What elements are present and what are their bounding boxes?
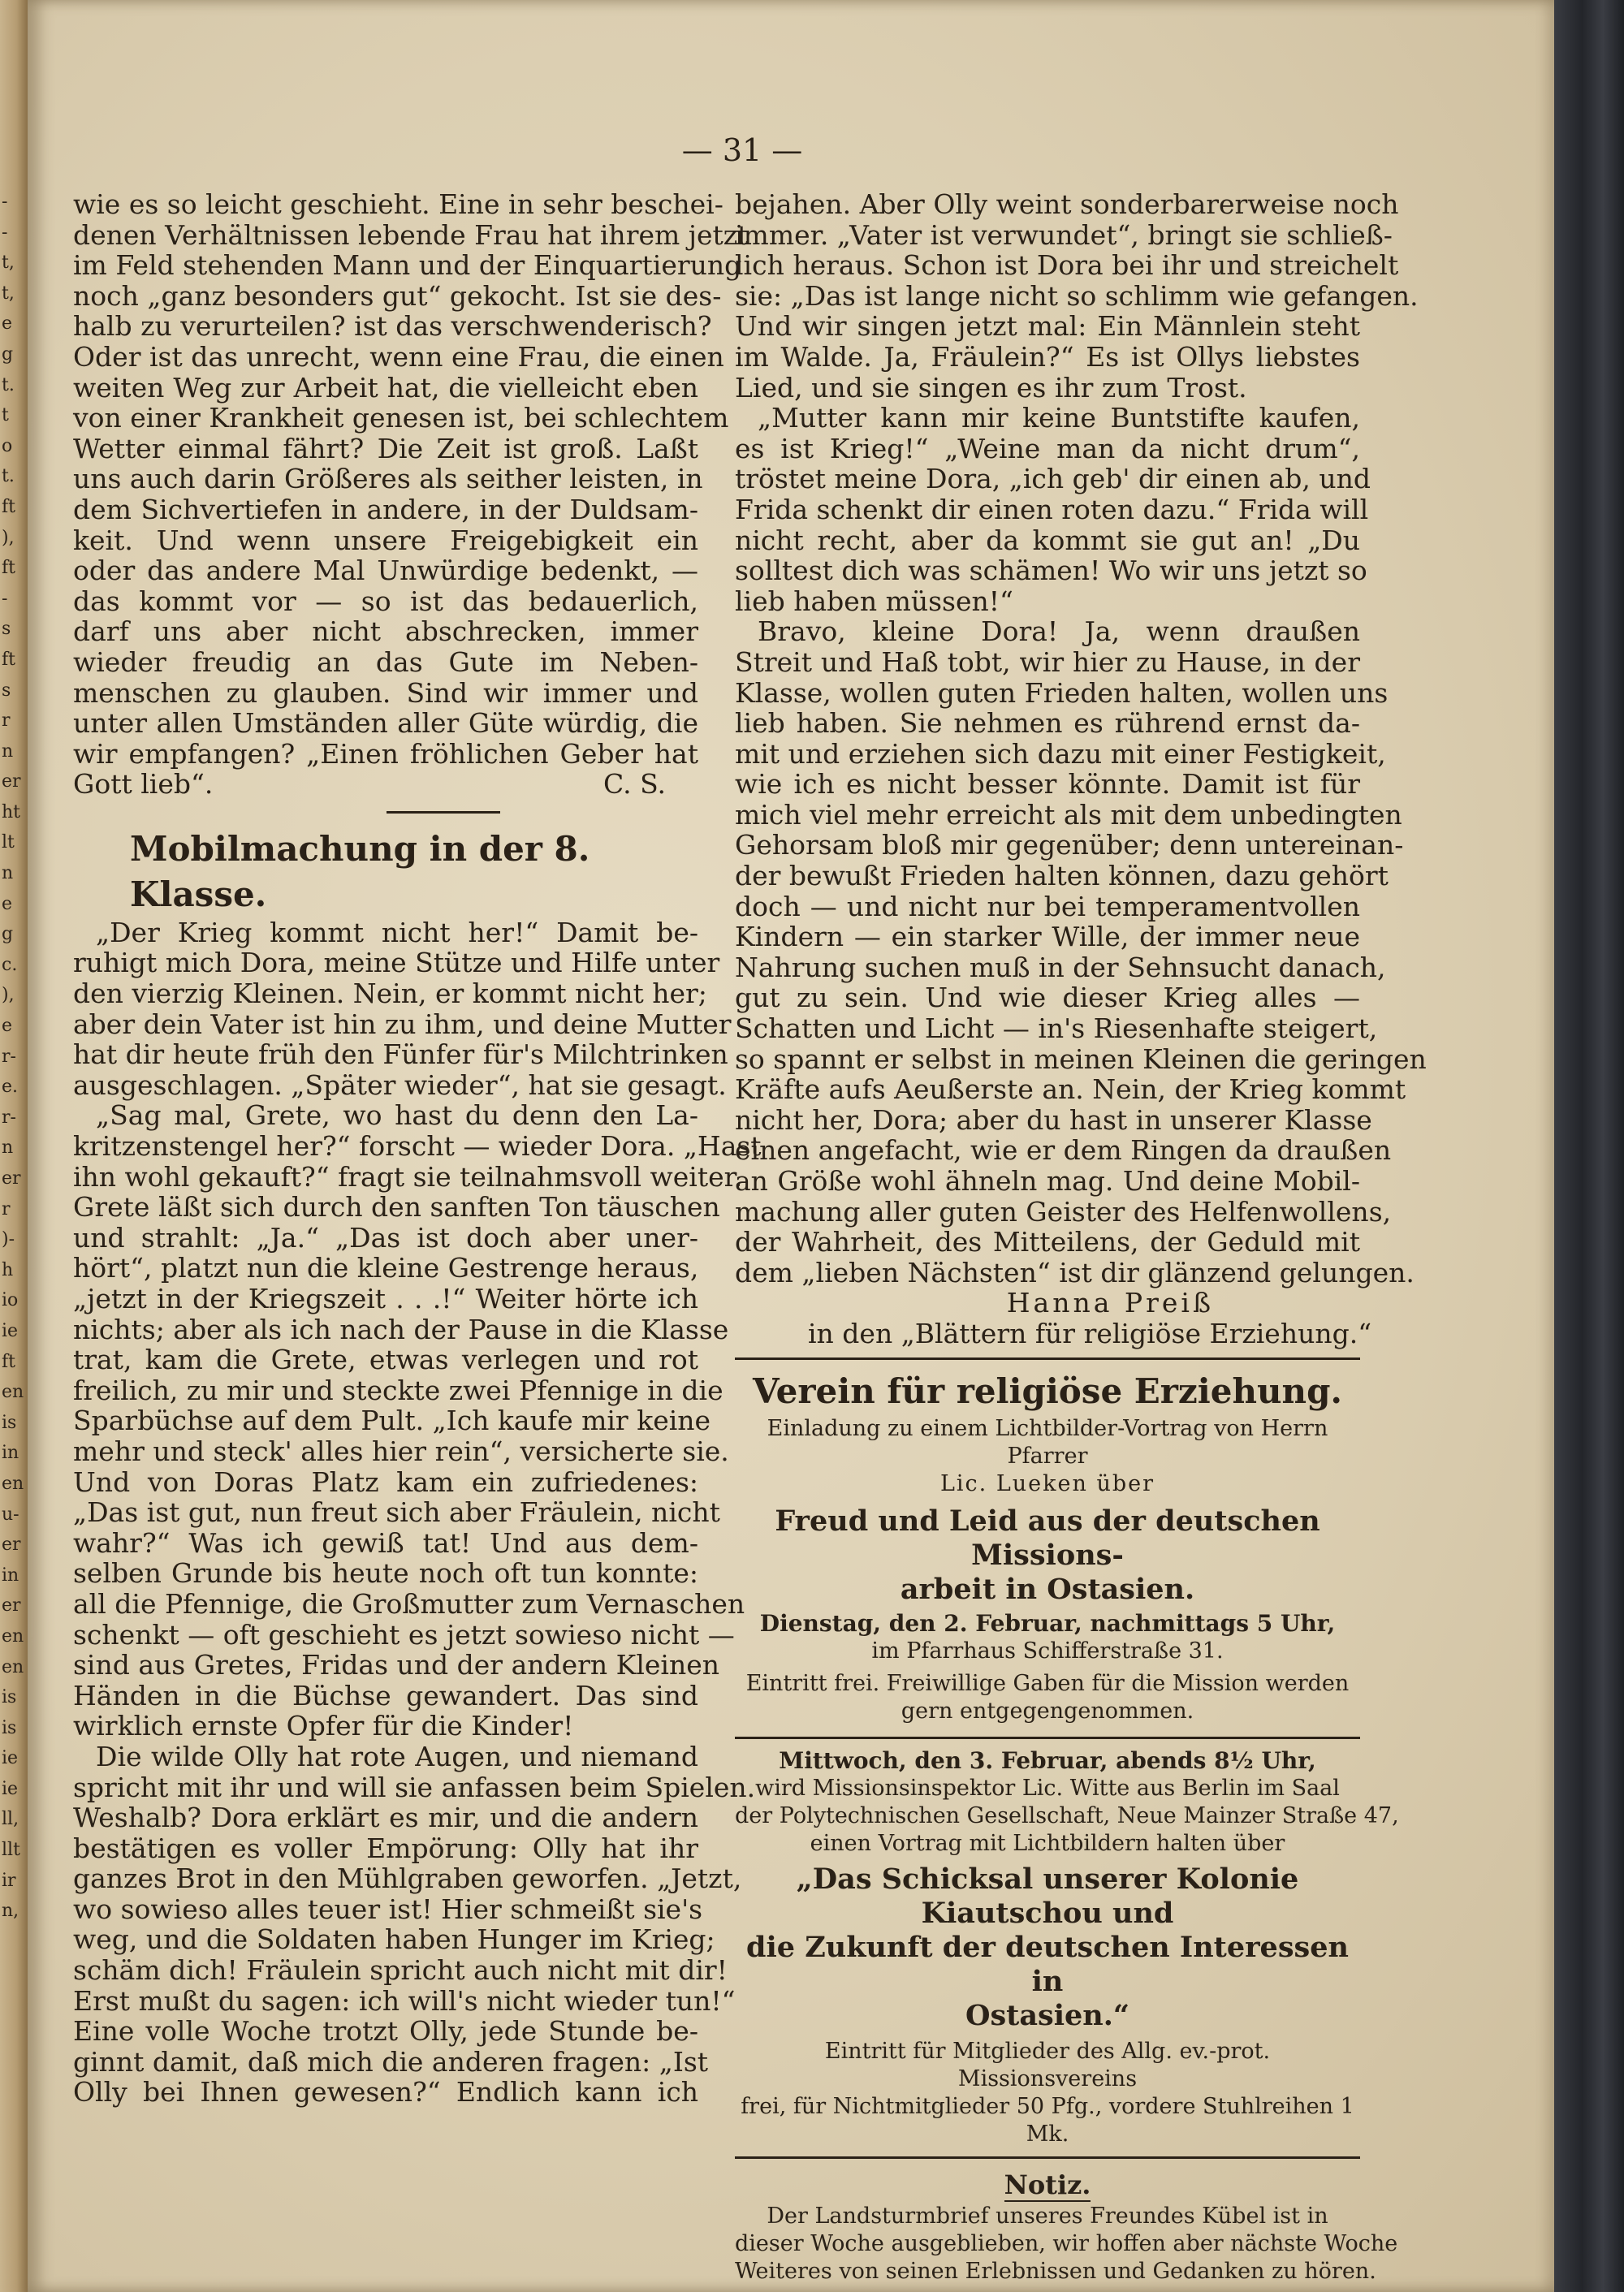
- book-spine: [1554, 0, 1624, 2292]
- margin-fragment: er: [2, 1168, 21, 1189]
- text-line: sind aus Gretes, Fridas und der andern Kleinen: [73, 1649, 719, 1681]
- margin-fragment: c.: [2, 954, 18, 975]
- event2-entry-line-2: frei, für Nichtmitglieder 50 Pfg., vordere Stuhlreihen 1 Mk.: [741, 2093, 1354, 2147]
- article2-title: Mobilmachung in der 8. Klasse.: [130, 828, 590, 914]
- text-line: lieb haben müssen!“: [735, 585, 1013, 617]
- margin-fragment: n: [2, 740, 14, 762]
- text-line: Streit und Haß tobt, wir hier zu Hause, in der: [735, 645, 1360, 678]
- text-line: an Größe wohl ähneln mag. Und deine Mobil-: [735, 1165, 1360, 1197]
- margin-fragment: ie: [2, 1320, 19, 1341]
- margin-fragment: o: [2, 435, 13, 456]
- text-line: Kräfte aufs Aeußerste an. Nein, der Krieg kommt: [735, 1073, 1406, 1106]
- text-line: Und von Doras Platz kam ein zufriedenes:: [73, 1465, 698, 1498]
- article1-last-line: Gott lieb“.: [73, 768, 214, 801]
- margin-fragment: er: [2, 1534, 21, 1556]
- event-rule: [735, 1737, 1360, 1739]
- event2-body: [735, 1775, 1399, 1858]
- text-line: im Feld stehenden Mann und der Einquartierung: [73, 249, 742, 282]
- text-line: nicht recht, aber da kommt sie gut an! „Du: [735, 524, 1360, 556]
- text-line: menschen zu glauben. Sind wir immer und: [73, 676, 698, 709]
- text-line: Klasse, wollen guten Frieden halten, wollen uns: [735, 676, 1389, 709]
- notiz-line: Der Landsturmbrief unseres Freundes Kübel ist in: [767, 2203, 1328, 2229]
- event1-title-line-1: Freud und Leid aus der deutschen Missions-: [775, 1504, 1320, 1572]
- text-line: lich heraus. Schon ist Dora bei ihr und streichelt: [735, 249, 1399, 282]
- article1-signature: C. S.: [603, 768, 666, 801]
- margin-fragment: io: [2, 1290, 19, 1311]
- notice-invite-line-2: Lic. Lueken über: [939, 1470, 1155, 1496]
- text-line: Lied, und sie singen es ihr zum Trost.: [735, 371, 1247, 404]
- event2-title-line-1: „Das Schicksal unserer Kolonie Kiautschou und: [796, 1862, 1299, 1930]
- margin-fragment: n: [2, 1137, 14, 1159]
- text-line: schäm dich! Fräulein spricht auch nicht mit dir!: [73, 1954, 728, 1987]
- text-line: noch „ganz besonders gut“ gekocht. Ist sie des-: [73, 279, 722, 312]
- text-line: Kindern — ein starker Wille, der immer neue: [735, 921, 1360, 953]
- text-line: unter allen Umständen aller Güte würdig, die: [73, 707, 698, 740]
- text-line: dem „lieben Nächsten“ ist dir glänzend gelungen.: [735, 1256, 1415, 1288]
- notice-title: Verein für religiöse Erziehung.: [752, 1370, 1343, 1411]
- text-line: das kommt vor — so ist das bedauerlich,: [73, 585, 698, 617]
- margin-fragment: t: [2, 405, 9, 426]
- margin-fragment: ir: [2, 1870, 16, 1891]
- margin-fragment: -: [2, 588, 8, 609]
- margin-fragment: en: [2, 1625, 24, 1647]
- text-line: „Der Krieg kommt nicht her!“ Damit be-: [96, 916, 698, 948]
- margin-fragment: s: [2, 680, 11, 701]
- text-line: weg, und die Soldaten haben Hunger im Krieg;: [73, 1923, 715, 1956]
- text-line: „jetzt in der Kriegszeit . . .!“ Weiter hörte ich: [73, 1283, 698, 1314]
- margin-fragment: e.: [2, 1077, 19, 1098]
- text-line: nichts; aber als ich nach der Pause in die Klasse: [73, 1313, 729, 1345]
- text-line: schenkt — oft geschieht es jetzt sowieso nicht —: [73, 1618, 735, 1651]
- text-line: trat, kam die Grete, etwas verlegen und rot: [73, 1344, 698, 1376]
- margin-fragment: lt: [2, 832, 15, 853]
- text-line: freilich, zu mir und steckte zwei Pfennige in die: [73, 1374, 723, 1406]
- section-rule: [735, 1358, 1360, 1360]
- event2-entry-line-1: Eintritt für Mitglieder des Allg. ev.-prot. Missionsvereins: [824, 2038, 1271, 2091]
- margin-fragment: en: [2, 1382, 24, 1403]
- article2-source: in den „Blättern für religiöse Erziehung.“: [808, 1317, 1372, 1349]
- margin-fragment: ft: [2, 496, 15, 517]
- text-line: ausgeschlagen. „Später wieder“, hat sie gesagt.: [73, 1068, 727, 1101]
- event2-date: Mittwoch, den 3. Februar, abends 8½ Uhr,: [779, 1746, 1316, 1774]
- text-line: Bravo, kleine Dora! Ja, wenn draußen: [758, 615, 1360, 648]
- margin-fragment: ft: [2, 558, 15, 579]
- notiz-line: dieser Woche ausgeblieben, wir hoffen aber nächste Woche: [735, 2230, 1398, 2256]
- notiz-line: Weiteres von seinen Erlebnissen und Gedanken zu hören.: [735, 2258, 1376, 2284]
- text-line: all die Pfennige, die Großmutter zum Vernaschen: [73, 1587, 745, 1620]
- margin-fragment: e: [2, 1016, 13, 1037]
- text-line: wie es so leicht geschieht. Eine in sehr beschei-: [73, 188, 723, 220]
- text-line: uns auch darin Größeres als seither leisten, in: [73, 463, 703, 495]
- text-line: wahr?“ Was ich gewiß tat! Und aus dem-: [73, 1526, 698, 1559]
- text-line: mehr und steck' alles hier rein“, versicherte sie.: [73, 1435, 729, 1467]
- page-number: — 31 —: [681, 132, 803, 168]
- margin-fragment: g: [2, 343, 14, 365]
- text-line: Wetter einmal fährt? Die Zeit ist groß. Laßt: [73, 432, 698, 464]
- event2-title-line-3: Ostasien.“: [965, 1998, 1130, 2032]
- notiz-rule: [735, 2156, 1360, 2159]
- text-line: Und wir singen jetzt mal: Ein Männlein steht: [735, 310, 1360, 343]
- text-line: wirklich ernste Opfer für die Kinder!: [73, 1710, 574, 1742]
- adjacent-page-fragments: [2, 187, 24, 1927]
- text-line: oder das andere Mal Unwürdige bedenkt, —: [73, 555, 698, 587]
- text-line: aber dein Vater ist hin zu ihm, und deine Mutter: [73, 1008, 732, 1040]
- margin-fragment: ft: [2, 649, 15, 670]
- margin-fragment: -: [2, 192, 8, 212]
- margin-fragment: in: [2, 1443, 19, 1464]
- event2-title-line-2: die Zukunft der deutschen Interessen in: [746, 1930, 1349, 1998]
- margin-fragment: t,: [2, 253, 15, 274]
- text-line: ihn wohl gekauft?“ fragt sie teilnahmsvoll weiter.: [73, 1160, 743, 1193]
- text-line: tröstet meine Dora, „ich geb' dir einen ab, und: [735, 463, 1371, 495]
- text-line: und strahlt: „Ja.“ „Das ist doch aber uner-: [73, 1221, 698, 1254]
- text-line: darf uns aber nicht abschrecken, immer: [73, 615, 698, 648]
- margin-fragment: g: [2, 924, 14, 945]
- text-line: wo sowieso alles teuer ist! Hier schmeißt sie's: [73, 1893, 703, 1925]
- margin-fragment: ),: [2, 527, 15, 548]
- margin-fragment: ll,: [2, 1809, 19, 1830]
- margin-fragment: en: [2, 1656, 24, 1677]
- text-line: Frida schenkt dir einen roten dazu.“ Frida will: [735, 493, 1369, 525]
- text-line: lieb haben. Sie nehmen es rührend ernst da-: [735, 707, 1360, 740]
- event1-place: im Pfarrhaus Schifferstraße 31.: [871, 1638, 1224, 1664]
- margin-fragment: ie: [2, 1778, 19, 1799]
- margin-fragment: r-: [2, 1046, 16, 1067]
- text-line: der bewußt Frieden halten können, dazu gehört: [735, 860, 1389, 892]
- text-line: „Das ist gut, nun freut sich aber Fräulein, nicht: [73, 1496, 720, 1529]
- text-line: selben Grunde bis heute noch oft tun konnte:: [73, 1557, 698, 1590]
- text-line: Die wilde Olly hat rote Augen, und niemand: [96, 1740, 698, 1772]
- text-line: wieder freudig an das Gute im Neben-: [73, 645, 698, 678]
- text-line: ruhigt mich Dora, meine Stütze und Hilfe unter: [73, 947, 720, 979]
- text-line: „Sag mal, Grete, wo hast du denn den La-: [96, 1099, 698, 1132]
- margin-fragment: llt: [2, 1840, 20, 1861]
- text-line: von einer Krankheit genesen ist, bei schlechtem: [73, 402, 729, 434]
- text-line: Olly bei Ihnen gewesen?“ Endlich kann ich: [73, 2076, 698, 2109]
- margin-fragment: is: [2, 1687, 17, 1708]
- margin-fragment: en: [2, 1473, 24, 1494]
- margin-fragment: r: [2, 1198, 11, 1219]
- margin-fragment: in: [2, 1565, 19, 1586]
- text-line: Grete läßt sich durch den sanften Ton täuschen: [73, 1191, 720, 1224]
- text-line: einen angefacht, wie er dem Ringen da draußen: [735, 1134, 1392, 1167]
- text-line: Eine volle Woche trotzt Olly, jede Stunde be-: [73, 2015, 698, 2048]
- notiz-title: [735, 2167, 1360, 2203]
- article2-continuation: [735, 188, 1427, 1288]
- text-line: machung aller guten Geister des Helfenwollens,: [735, 1195, 1392, 1228]
- text-line: halb zu verurteilen? ist das verschwenderisch?: [73, 310, 712, 343]
- margin-fragment: u-: [2, 1504, 19, 1525]
- margin-fragment: h: [2, 1259, 14, 1280]
- text-line: so spannt er selbst in meinen Kleinen die geringen: [735, 1042, 1427, 1075]
- margin-fragment: er: [2, 1595, 21, 1616]
- text-line: ginnt damit, daß mich die anderen fragen: „Ist: [73, 2045, 709, 2078]
- text-line: wie ich es nicht besser könnte. Damit ist für: [735, 768, 1360, 801]
- margin-fragment: t,: [2, 283, 15, 304]
- text-line: dem Sichvertiefen in andere, in der Duldsam-: [73, 493, 698, 525]
- event1-date: Dienstag, den 2. Februar, nachmittags 5 Uhr,: [759, 1609, 1336, 1637]
- margin-fragment: e: [2, 313, 13, 335]
- text-line: Oder ist das unrecht, wenn eine Frau, die einen: [73, 340, 724, 373]
- margin-fragment: ft: [2, 1351, 15, 1372]
- text-line: denen Verhältnissen lebende Frau hat ihrem jetzt: [73, 218, 749, 251]
- text-line: doch — und nicht nur bei temperamentvollen: [735, 890, 1360, 922]
- text-line: weiten Weg zur Arbeit hat, die vielleicht eben: [73, 371, 698, 404]
- text-line: den vierzig Kleinen. Nein, er kommt nicht her;: [73, 978, 707, 1010]
- notiz-title-text: Notiz.: [1004, 2169, 1091, 2200]
- text-line: es ist Krieg!“ „Weine man da nicht drum“,: [735, 432, 1360, 464]
- margin-fragment: s: [2, 619, 11, 640]
- text-line: Nahrung suchen muß in der Sehnsucht danach,: [735, 951, 1386, 983]
- book-edge-left: [0, 0, 28, 2292]
- margin-fragment: ),: [2, 985, 15, 1006]
- margin-fragment: t.: [2, 374, 15, 395]
- event1-entry-line-1: Eintritt frei. Freiwillige Gaben für die Mission werden: [745, 1670, 1350, 1696]
- text-line: Weshalb? Dora erklärt es mir, und die andern: [73, 1802, 698, 1834]
- text-line: mit und erziehen sich dazu mit einer Festigkeit,: [735, 737, 1386, 770]
- text-line: der Wahrheit, des Mitteilens, der Geduld mit: [735, 1226, 1360, 1258]
- margin-fragment: r: [2, 710, 11, 732]
- margin-fragment: r-: [2, 1107, 16, 1128]
- margin-fragment: is: [2, 1717, 17, 1738]
- text-line: hört“, platzt nun die kleine Gestrenge heraus,: [73, 1252, 699, 1284]
- text-line: immer. „Vater ist verwundet“, bringt sie schließ-: [735, 218, 1393, 251]
- text-line: bestätigen es voller Empörung: Olly hat ihr: [73, 1832, 698, 1864]
- text-line: Sparbüchse auf dem Pult. „Ich kaufe mir keine: [73, 1405, 711, 1437]
- text-line: ganzes Brot in den Mühlgraben geworfen. „Jetzt,: [73, 1863, 742, 1895]
- margin-fragment: -: [2, 222, 8, 243]
- text-line: „Mutter kann mir keine Buntstifte kaufen,: [758, 402, 1360, 434]
- text-line: keit. Und wenn unsere Freigebigkeit ein: [73, 524, 698, 556]
- right-column: [735, 188, 1427, 2286]
- text-line: spricht mit ihr und will sie anfassen beim Spielen.: [73, 1771, 756, 1803]
- article2-author: Hanna Preiß: [1006, 1287, 1214, 1319]
- text-line: sie: „Das ist lange nicht so schlimm wie gefangen.: [735, 279, 1419, 312]
- text-line: kritzenstengel her?“ forscht — wieder Dora. „Hast: [73, 1130, 762, 1163]
- text-line: Händen in die Büchse gewandert. Das sind: [73, 1679, 698, 1711]
- left-column: [73, 188, 762, 2109]
- margin-fragment: n,: [2, 1901, 19, 1922]
- margin-fragment: t.: [2, 466, 15, 487]
- event1-entry-line-2: gern entgegengenommen.: [901, 1698, 1194, 1724]
- notice-invite-line-1: Einladung zu einem Lichtbilder-Vortrag von Herrn Pfarrer: [767, 1415, 1328, 1469]
- text-line: Erst mußt du sagen: ich will's nicht wieder tun!“: [73, 1984, 736, 2017]
- text-line: im Walde. Ja, Fräulein?“ Es ist Ollys liebstes: [735, 340, 1360, 373]
- text-line: nicht her, Dora; aber du hast in unserer Klasse: [735, 1103, 1372, 1136]
- article-separator: [387, 811, 500, 814]
- margin-fragment: is: [2, 1412, 17, 1433]
- margin-fragment: e: [2, 893, 13, 914]
- text-line: wir empfangen? „Einen fröhlichen Geber hat: [73, 737, 698, 770]
- article1-body: [73, 188, 749, 770]
- event2-line: der Polytechnischen Gesellschaft, Neue Mainzer Straße 47,: [735, 1802, 1399, 1828]
- text-line: Gehorsam bloß mir gegenüber; denn untereinan-: [735, 829, 1404, 861]
- margin-fragment: ie: [2, 1748, 19, 1769]
- event2-line: einen Vortrag mit Lichtbildern halten über: [810, 1830, 1285, 1856]
- text-line: bejahen. Aber Olly weint sonderbarerweise noch: [735, 188, 1399, 220]
- margin-fragment: )-: [2, 1229, 15, 1250]
- margin-fragment: ht: [2, 801, 21, 822]
- event2-line: wird Missionsinspektor Lic. Witte aus Berlin im Saal: [755, 1775, 1340, 1801]
- text-line: solltest dich was schämen! Wo wir uns jetzt so: [735, 555, 1367, 587]
- text-line: hat dir heute früh den Fünfer für's Milchtrinken: [73, 1038, 728, 1071]
- notiz-body: [735, 2203, 1398, 2286]
- event1-title-line-2: arbeit in Ostasien.: [900, 1572, 1195, 1606]
- text-line: mich viel mehr erreicht als mit dem unbedingten: [735, 798, 1402, 831]
- article2-body: [73, 916, 762, 2109]
- margin-fragment: er: [2, 771, 21, 792]
- margin-fragment: n: [2, 863, 14, 884]
- text-line: gut zu sein. Und wie dieser Krieg alles —: [735, 982, 1360, 1014]
- text-line: Schatten und Licht — in's Riesenhafte steigert,: [735, 1012, 1378, 1045]
